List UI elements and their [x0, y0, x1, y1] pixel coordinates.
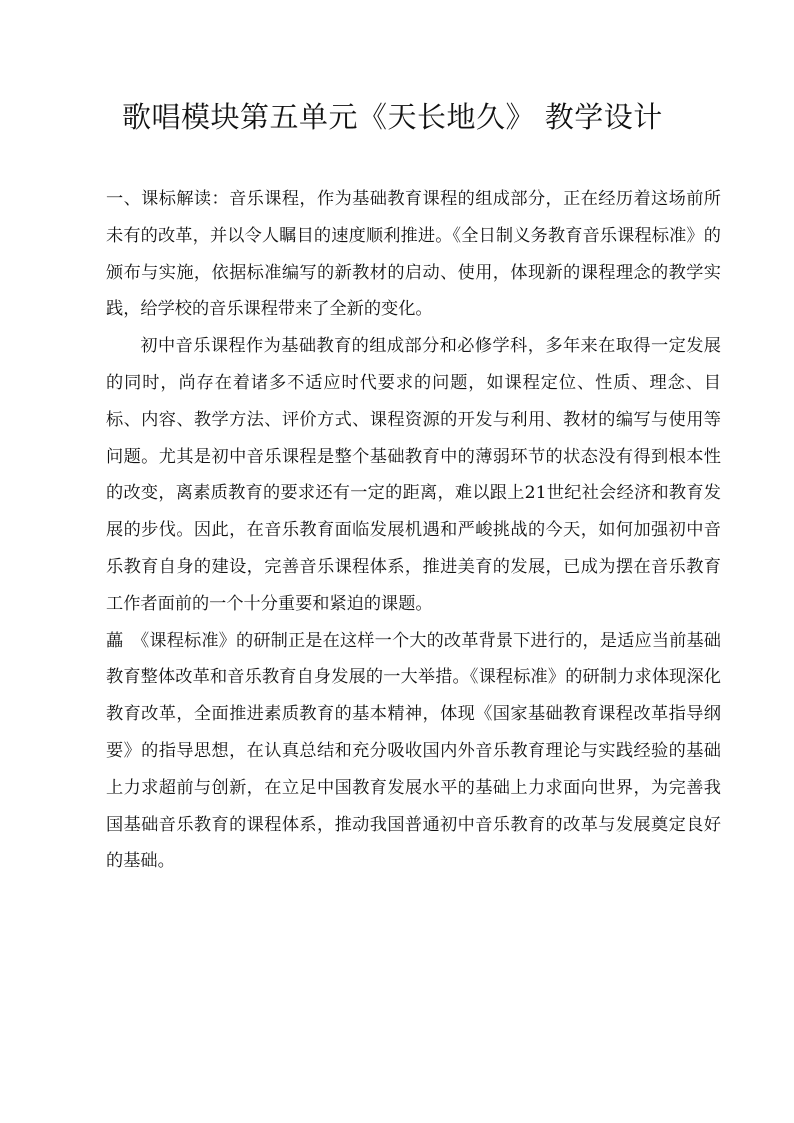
document-body [106, 181, 721, 880]
paragraph-curriculum-standard: 藟 《课程标准》的研制正是在这样一个大的改革背景下进行的，是适应当前基础教育整体改革和音乐教育自身发展的一大举措。《课程标准》的研制力求体现深化教育改革，全面推进素质教育的基本精神，体现《国家基础教育课程改革指导纲要》的指导思想，在认真总结和充分吸收国内外音乐教育理论与实践经验的基础上力求超前与创新，在立足中国教育发展水平的基础上力求面向世界，为完善我国基础音乐教育的课程体系，推动我国普通初中音乐教育的改革与发展奠定良好的基础。 [106, 630, 721, 872]
document-title: 歌唱模块第五单元《天长地久》 教学设计 [122, 100, 663, 134]
paragraph-curriculum-interpretation: 一、课标解读：音乐课程，作为基础教育课程的组成部分，正在经历着这场前所未有的改革，并以令人瞩目的速度顺利推进。《全日制义务教育音乐课程标准》的颁布与实施，依据标准编写的新教材的启动、使用，体现新的课程理念的教学实践，给学校的音乐课程带来了全新的变化。 [106, 189, 721, 320]
paragraph-middle-school-music: 初中音乐课程作为基础教育的组成部分和必修学科，多年来在取得一定发展的同时，尚存在着诸多不适应时代要求的问题，如课程定位、性质、理念、目标、内容、教学方法、评价方式、课程资源的开发与利用、教材的编写与使用等问题。尤其是初中音乐课程是整个基础教育中的薄弱环节的状态没有得到根本性的改变，离素质教育的要求还有一定的距离，难以跟上21世纪社会经济和教育发展的步伐。因此，在音乐教育面临发展机遇和严峻挑战的今天，如何加强初中音乐教育自身的建设，完善音乐课程体系，推进美育的发展，已成为摆在音乐教育工作者面前的一个十分重要和紧迫的课题。 [106, 336, 721, 614]
